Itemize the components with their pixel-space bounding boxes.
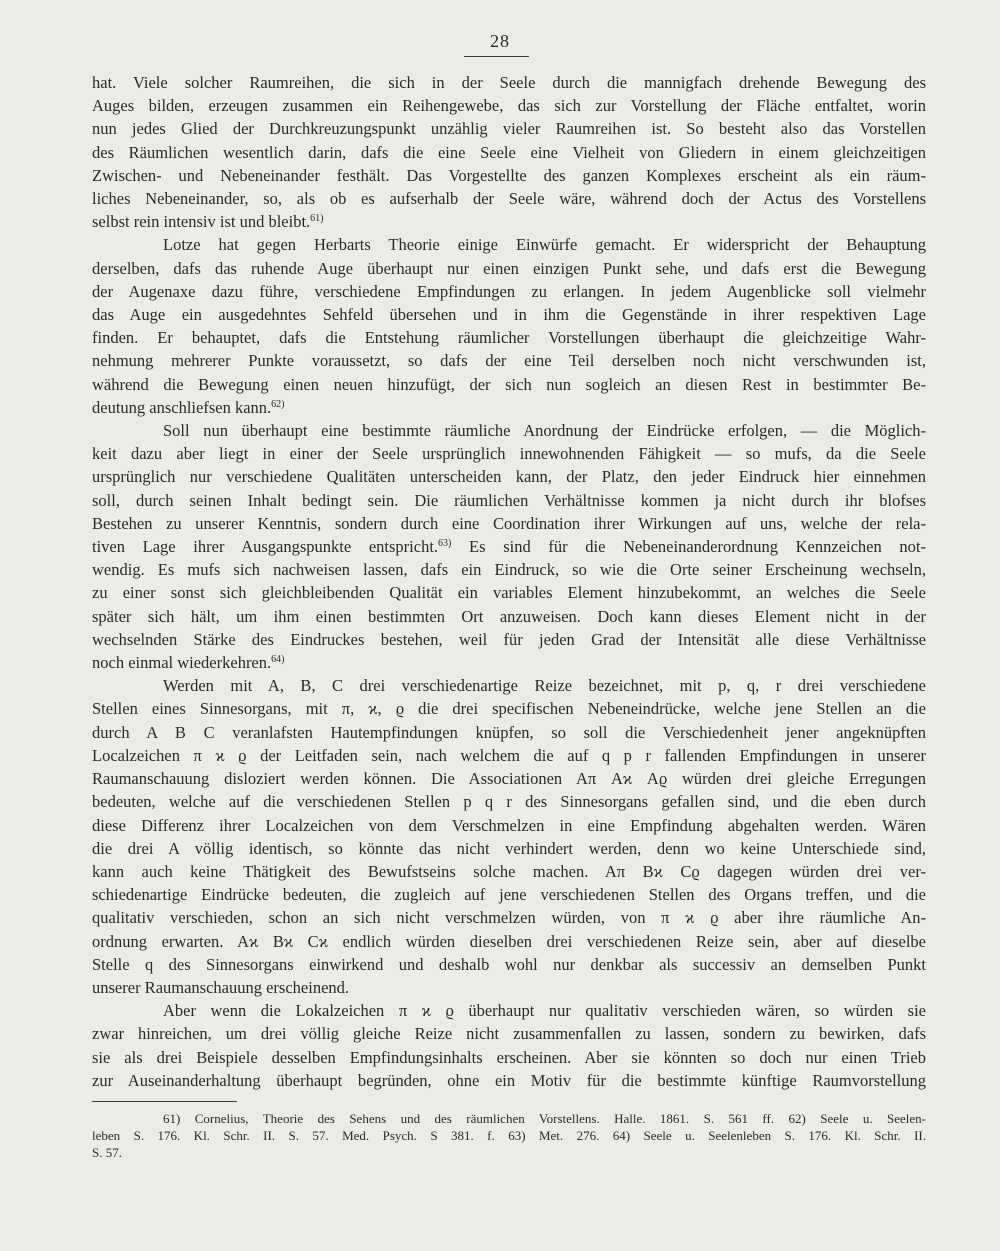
text-line: der Augenaxe dazu führe, verschiedene Empfindungen zu erlangen. In jedem Augenblicke soll vielmehr [92,281,926,301]
text-line: später sich hält, um ihm einen bestimmten Ort anzuweisen. Doch kann dieses Element nicht in der [92,606,926,626]
text-line: soll, durch seinen Inhalt bedingt sein. Die räumlichen Verhältnisse kommen ja nicht durch ihr blofses [92,490,926,510]
text-line: durch A B C veranlafsten Hautempfindungen knüpfen, so soll die Verschiedenheit jener angeknüpften [92,722,926,742]
text-line: nun jedes Glied der Durchkreuzungspunkt unzählig vieler Raumreihen ist. So besteht also das Vorstellen [92,119,926,139]
paragraph-2 [92,233,926,419]
footnotes [92,1110,926,1161]
text-line: des Räumlichen wesentlich darin, dafs die eine Seele eine Vielheit von Gliedern in einem gleichzeitigen [92,142,926,162]
text-fragment: tiven Lage ihrer Ausgangspunkte entspricht. [92,537,439,557]
footnote-ref: 63) [438,538,452,550]
text-line: hat. Viele solcher Raumreihen, die sich in der Seele durch die mannigfach drehende Bewegung des [92,73,926,92]
page-number: 28 [490,31,510,51]
text-line: zwar hinreichen, um drei völlig gleiche Reize nicht zusammenfallen zu lassen, sondern zu bewirken, dafs [92,1024,926,1044]
footnote-line: 61) Cornelius, Theorie des Sehens und des räumlichen Vorstellens. Halle. 1861. S. 561 ff. 62) Seele u. Seelen- [163,1111,926,1126]
text-line: Bestehen zu unserer Kenntnis, sondern durch eine Coordination ihrer Wirkungen auf uns, welche der rela- [92,513,926,533]
text-line: Auges bilden, erzeugen zusammen ein Reihengewebe, das sich zur Vorstellung der Fläche entfaltet, worin [92,96,926,116]
body-text [92,71,926,1092]
text-line: sie als drei Beispiele desselben Empfindungsinhalts erscheinen. Aber sie könnten so doch nur einen Trieb [92,1047,926,1067]
text-line: ordnung erwarten. Aϰ Bϰ Cϰ endlich würden dieselben drei verschiedenen Reize sein, aber auf dieselbe [92,931,926,951]
footnote-line: S. 57. [92,1145,122,1160]
text-line: wendig. Es mufs sich nachweisen lassen, dafs ein Eindruck, so wie die Orte seiner Erscheinung wechseln, [92,560,926,580]
text-line: finden. Er behauptet, dafs die Entstehung räumlicher Vorstellungen überhaupt die gleichzeitige Wahr- [92,328,926,348]
text-line: Raumanschauung disloziert werden können. Die Associationen Aπ Aϰ Aϱ würden drei gleiche Erregungen [92,769,926,789]
text-line: Soll nun überhaupt eine bestimmte räumliche Anordnung der Eindrücke erfolgen, — die Möglich- [163,421,926,441]
text-line [92,535,926,558]
paragraph-3 [92,419,926,674]
text-line: die drei A völlig identisch, so könnte das nicht verhindert werden, denn wo keine Unterschiede sind, [92,838,926,858]
text-line: Stellen eines Sinnesorgans, mit π, ϰ, ϱ die drei specifischen Nebeneindrücke, welche jene Stellen an die [92,699,926,719]
text-line: wechselnden Stärke des Eindruckes bestehen, weil für jeden Grad der Intensität alle diese Verhältnisse [92,629,926,649]
text-line: qualitativ verschieden, schon an sich nicht verschmelzen würden, von π ϰ ϱ aber ihre räumliche An- [92,908,926,928]
text-line: Localzeichen π ϰ ϱ der Leitfaden sein, nach welchem die auf q p r fallenden Empfindungen in unserer [92,745,926,765]
text-line: keit dazu aber liegt in einer der Seele ursprünglich innewohnenden Fähigkeit — so mufs, da die Seele [92,444,926,464]
text-line: kann auch keine Thätigkeit des Bewufstseins solche machen. Aπ Bϰ Cϱ dagegen würden drei ver- [92,861,926,881]
paragraph-4 [92,674,926,999]
text-line [92,396,926,419]
text-line: Aber wenn die Lokalzeichen π ϰ ϱ überhaupt nur qualitativ verschieden wären, so würden sie [163,1001,926,1021]
text-line: ursprünglich nur verschiedene Qualitäten unterscheiden kann, der Platz, den jeder Eindruck hier einnehmen [92,467,926,487]
text-fragment: selbst rein intensiv ist und bleibt. [92,212,311,232]
footnote-ref: 64) [271,654,285,666]
footnote-ref: 61) [310,213,324,225]
paragraph-5 [92,999,926,1092]
text-line: nehmung mehrerer Punkte voraussetzt, so dafs der eine Teil derselben noch nicht verschwunden ist, [92,351,926,371]
text-fragment: deutung anschliefsen kann. [92,397,272,417]
text-line: während die Bewegung einen neuen hinzufügt, der sich nun sogleich an diesen Rest in bestimmter Be- [92,374,926,394]
text-fragment: noch einmal wiederkehren. [92,653,272,673]
text-line: zu einer sonst sich gleichbleibenden Qualität ein variables Element hinzubekommt, an welches die Seele [92,583,926,603]
footnote-rule [92,1101,237,1102]
text-line: diese Differenz ihrer Localzeichen von dem Verschmelzen in eine Empfindung abgehalten werden. Wären [92,815,926,835]
text-line: derselben, dafs das ruhende Auge überhaupt nur einen einzigen Punkt sehe, und dafs erst die Bewegung [92,258,926,278]
text-line: Lotze hat gegen Herbarts Theorie einige Einwürfe gemacht. Er widerspricht der Behauptung [163,235,926,255]
text-line: bedeuten, welche auf die verschiedenen Stellen p q r des Sinnesorgans gefallen sind, und die eben durch [92,792,926,812]
header-rule [464,56,529,57]
text-line: Werden mit A, B, C drei verschiedenartige Reize bezeichnet, mit p, q, r drei verschiedene [163,676,926,696]
text-line: das Auge ein ausgedehntes Sehfeld übersehen und in ihm die Gegenstände in ihrer respektiven Lage [92,305,926,325]
text-line: zur Auseinanderhaltung überhaupt begründen, ohne ein Motiv für die bestimmte künftige Raumvorstellung [92,1070,926,1090]
text-line: unserer Raumanschauung erscheinend. [92,977,350,997]
paragraph-1 [92,71,926,233]
text-fragment: Es sind für die Nebeneinanderordnung Kennzeichen not- [451,537,926,557]
text-line: Zwischen- und Nebeneinander festhält. Das Vorgestellte des ganzen Komplexes erscheint als ein räum- [92,165,926,185]
text-line: Stelle q des Sinnesorgans einwirkend und deshalb wohl nur denkbar als successiv an demselben Punkt [92,954,926,974]
text-line: schiedenartige Eindrücke bedeuten, die zugleich auf jene verschiedenen Stellen des Organs treffen, und die [92,885,926,905]
text-line: liches Nebeneinander, so, als ob es aufserhalb der Seele wäre, während doch der Actus des Vorstellens [92,189,926,209]
text-line [92,651,926,674]
footnote-ref: 62) [271,398,285,410]
text-line [92,210,926,233]
footnote-line: leben S. 176. Kl. Schr. II. S. 57. Med. Psych. S 381. f. 63) Met. 276. 64) Seele u. Seelenleben S. 176. Kl. Schr. II. [92,1128,926,1143]
